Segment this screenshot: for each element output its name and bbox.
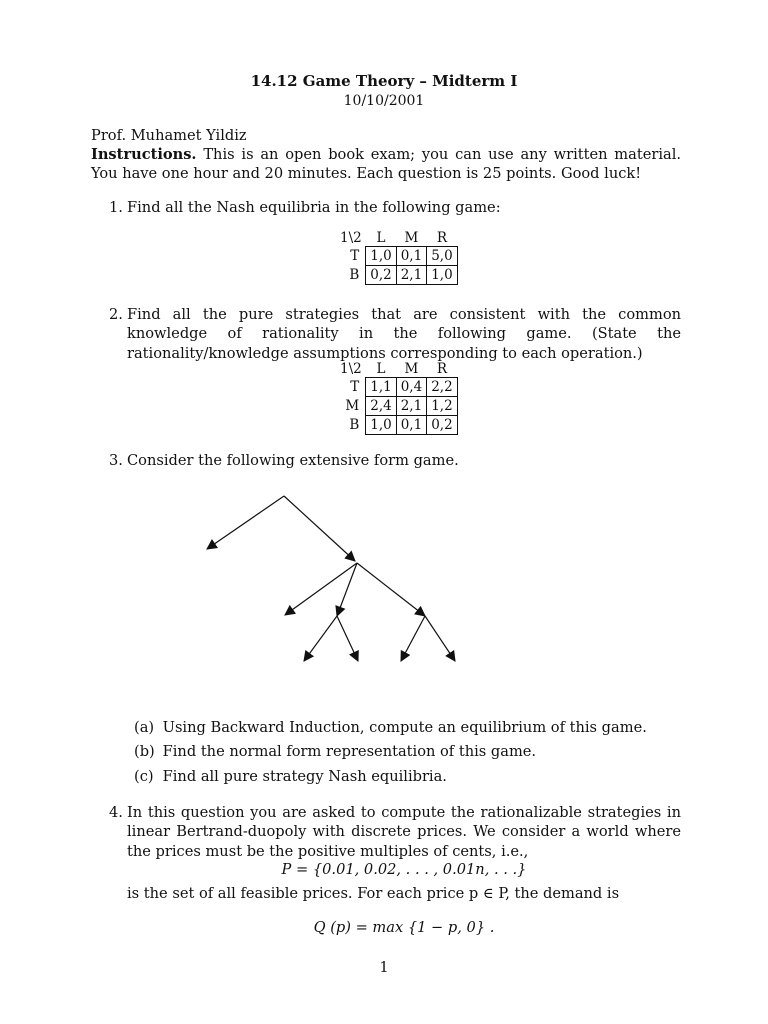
q2-payoff-cell: 0,4 bbox=[396, 378, 426, 397]
q2-payoff-cell: 1,2 bbox=[427, 397, 457, 416]
q2-col-header: L bbox=[376, 361, 386, 377]
equation-demand: Q (p) = max {1 − p, 0} . bbox=[313, 919, 495, 936]
part-text: Find the normal form representation of this game. bbox=[162, 743, 537, 760]
q1-row-header: T bbox=[350, 248, 360, 264]
part-text: Find all pure strategy Nash equilibria. bbox=[162, 768, 447, 785]
q2-payoff-cell: 2,4 bbox=[366, 397, 396, 416]
q1-payoff-cell: 1,0 bbox=[427, 266, 457, 285]
q1-row-header: B bbox=[349, 267, 360, 283]
q1-matrix-corner: 1\2 bbox=[340, 230, 362, 247]
q2-payoff-cell: 1,0 bbox=[366, 416, 396, 435]
tree-edge bbox=[425, 616, 455, 661]
question-4 bbox=[109, 803, 681, 861]
question-3-number: 3. bbox=[109, 452, 123, 469]
q2-payoff-cell: 0,2 bbox=[427, 416, 457, 435]
q2-col-header: R bbox=[436, 361, 448, 377]
q2-row-header: B bbox=[349, 417, 360, 433]
q1-payoff-cell: 2,1 bbox=[396, 266, 426, 285]
question-2-number: 2. bbox=[109, 306, 123, 323]
professor-name: Prof. Muhamet Yildiz bbox=[91, 127, 247, 144]
q1-col-header: R bbox=[436, 230, 448, 246]
q1-col-header: M bbox=[404, 230, 419, 246]
tree-edge bbox=[207, 496, 284, 549]
question-1-number: 1. bbox=[109, 199, 123, 216]
tree-edge bbox=[357, 563, 425, 616]
part-label: (a) bbox=[134, 719, 155, 736]
q1-col-header: L bbox=[376, 230, 386, 246]
q2-payoff-cell: 1,1 bbox=[366, 378, 396, 397]
tree-edge bbox=[285, 563, 357, 615]
tree-edge bbox=[304, 616, 337, 661]
equation-price-set: P = {0.01, 0.02, . . . , 0.01n, . . .} bbox=[281, 861, 527, 878]
question-4-number: 4. bbox=[109, 804, 123, 821]
part-label: (b) bbox=[134, 743, 155, 760]
page-number: 1 bbox=[379, 959, 389, 976]
exam-title: 14.12 Game Theory – Midterm I bbox=[250, 72, 518, 90]
exam-date: 10/10/2001 bbox=[343, 93, 425, 109]
part-text: Using Backward Induction, compute an equilibrium of this game. bbox=[162, 719, 647, 736]
instructions-label: Instructions. bbox=[91, 146, 197, 163]
q2-row-header: M bbox=[345, 398, 360, 414]
q2-matrix-corner: 1\2 bbox=[340, 361, 362, 378]
q1-payoff-cell: 5,0 bbox=[427, 247, 457, 266]
q1-payoff-cell: 0,2 bbox=[366, 266, 396, 285]
instructions-text: This is an open book exam; you can use any written material. You have one hour and 20 minutes. Each question is 25 points. Good luck! bbox=[91, 146, 681, 183]
tree-edge bbox=[284, 496, 355, 561]
question-1-text: Find all the Nash equilibria in the following game: bbox=[127, 199, 501, 216]
part-label: (c) bbox=[134, 768, 154, 785]
question-2-text: Find all the pure strategies that are consistent with the common knowledge of rationality in the following game. (State the rationality/knowledge assumptions corresponding to each operation.) bbox=[127, 306, 681, 362]
question-3c bbox=[134, 767, 654, 786]
q2-col-header: M bbox=[404, 361, 419, 377]
tree-edge bbox=[337, 616, 358, 661]
q2-payoff-cell: 2,1 bbox=[396, 397, 426, 416]
q2-payoff-cell: 2,2 bbox=[427, 378, 457, 397]
q2-payoff-cell: 0,1 bbox=[396, 416, 426, 435]
question-3a bbox=[134, 718, 654, 737]
q1-payoff-cell: 0,1 bbox=[396, 247, 426, 266]
question-3b bbox=[134, 742, 654, 761]
question-4-text: In this question you are asked to compute the rationalizable strategies in linear Bertrand-duopoly with discrete prices. We consider a world where the prices must be the positive multiples of cents, i.e., bbox=[127, 804, 681, 860]
question-4-text-2: is the set of all feasible prices. For each price p ∈ P, the demand is bbox=[127, 885, 620, 902]
q2-row-header: T bbox=[350, 379, 360, 395]
tree-edge bbox=[401, 616, 425, 661]
question-3-text: Consider the following extensive form game. bbox=[127, 452, 459, 469]
q1-payoff-cell: 1,0 bbox=[366, 247, 396, 266]
